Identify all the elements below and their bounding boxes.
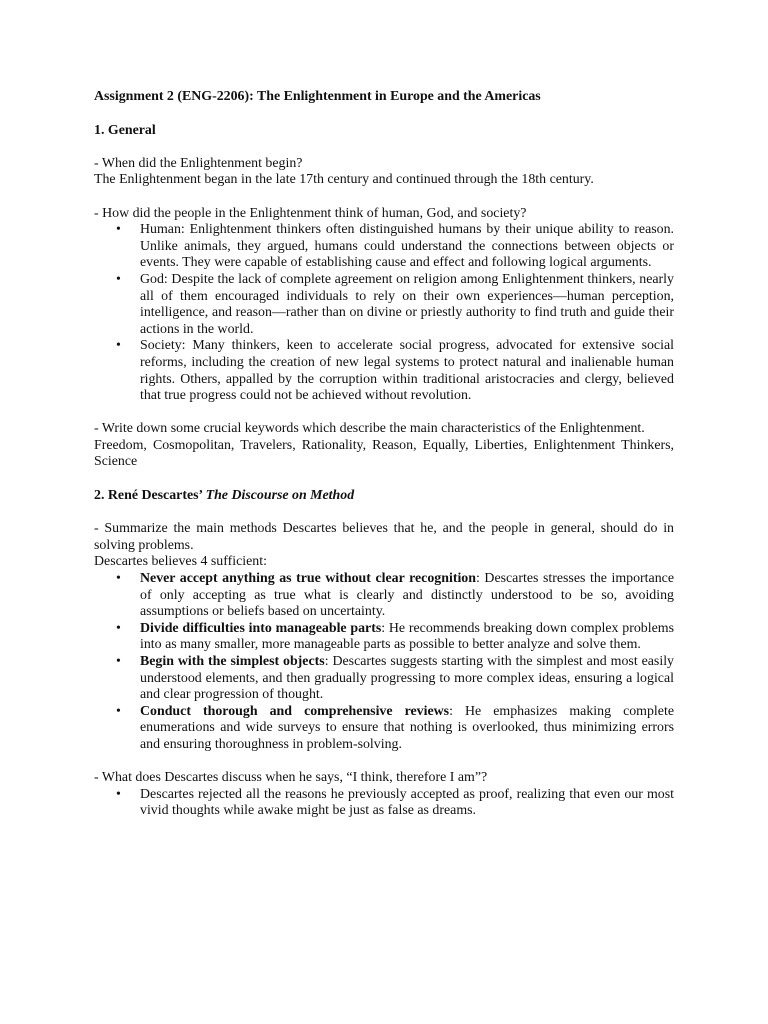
question-human-god-society: - How did the people in the Enlightenment think of human, God, and society? <box>94 205 527 221</box>
list-item: • Never accept anything as true without clear recognition: Descartes stresses the importance of only accepting as true what is clearly and distinctly understood to be so, avoiding assumptions or beliefs based on uncertainty. <box>116 571 674 620</box>
question-descartes-methods: - Summarize the main methods Descartes believes that he, and the people in general, should do in solving problems. <box>94 521 674 553</box>
bullet-icon: • <box>116 703 121 719</box>
list-item: • Conduct thorough and comprehensive reviews: He emphasizes making complete enumerations and wide surveys to ensure that nothing is overlooked, thus minimizing errors and ensuring thoroughness in problem-solving. <box>116 703 674 752</box>
bullet-icon: • <box>116 571 121 587</box>
bullet-icon: • <box>116 222 121 238</box>
bullet-icon: • <box>116 271 121 287</box>
question-keywords: - Write down some crucial keywords which describe the main characteristics of the Enlightenment. <box>94 421 645 437</box>
methods-intro: Descartes believes 4 sufficient: <box>94 554 267 570</box>
answer-enlightenment-begin: The Enlightenment began in the late 17th century and continued through the 18th century. <box>94 172 594 188</box>
bullet-list-human-god-society <box>94 222 674 405</box>
work-title: The Discourse on Method <box>205 488 355 504</box>
list-item: • Begin with the simplest objects: Descartes suggests starting with the simplest and most easily understood elements, and then gradually progressing to more complex ideas, ensuring a logical and clear progression of thought. <box>116 654 674 703</box>
section-heading-descartes: 2. René Descartes’ The Discourse on Method <box>94 488 355 504</box>
question-enlightenment-begin: - When did the Enlightenment begin? <box>94 155 303 171</box>
section-heading-general: 1. General <box>94 122 156 138</box>
list-item: • God: Despite the lack of complete agreement on religion among Enlightenment thinkers, nearly all of them encouraged individuals to rely on their own experiences—human perception, intelligence, and reason—rather than on divine or priestly authority to find truth and guide their actions in the world. <box>116 271 674 337</box>
method-term: Conduct thorough and comprehensive reviews <box>140 703 450 719</box>
answer-keywords: Freedom, Cosmopolitan, Travelers, Rationality, Reason, Equally, Liberties, Enlightenment Thinkers, Science <box>94 437 674 470</box>
question-i-think: - What does Descartes discuss when he says, “I think, therefore I am”? <box>94 770 488 786</box>
method-term: Divide difficulties into manageable parts <box>140 620 382 636</box>
bullet-icon: • <box>116 786 121 802</box>
bullet-icon: • <box>116 654 121 669</box>
bullet-icon: • <box>116 338 121 354</box>
bullet-list-methods <box>94 571 674 754</box>
list-item: • Human: Enlightenment thinkers often distinguished humans by their unique ability to reason. Unlike animals, they argued, humans could understand the connections between objects or events. They were capable of establishing cause and effect and following logical arguments. <box>116 222 674 271</box>
bullet-icon: • <box>116 620 121 636</box>
method-term: Begin with the simplest objects <box>140 654 325 669</box>
list-item: • Divide difficulties into manageable parts: He recommends breaking down complex problems into as many smaller, more manageable parts as possible to better analyze and solve them. <box>116 620 674 653</box>
method-term: Never accept anything as true without clear recognition <box>140 571 476 587</box>
list-item: • Society: Many thinkers, keen to accelerate social progress, advocated for extensive social reforms, including the creation of new legal systems to protect natural and inalienable human rights. Others, appalled by the corruption within traditional aristocracies and clergy, believed that true progress could not be achieved without revolution. <box>116 338 674 404</box>
document-title: Assignment 2 (ENG-2206): The Enlightenment in Europe and the Americas <box>94 89 541 104</box>
list-item: • Descartes rejected all the reasons he previously accepted as proof, realizing that even our most vivid thoughts while awake might be just as false as dreams. <box>116 786 674 819</box>
bullet-list-i-think <box>94 787 674 820</box>
